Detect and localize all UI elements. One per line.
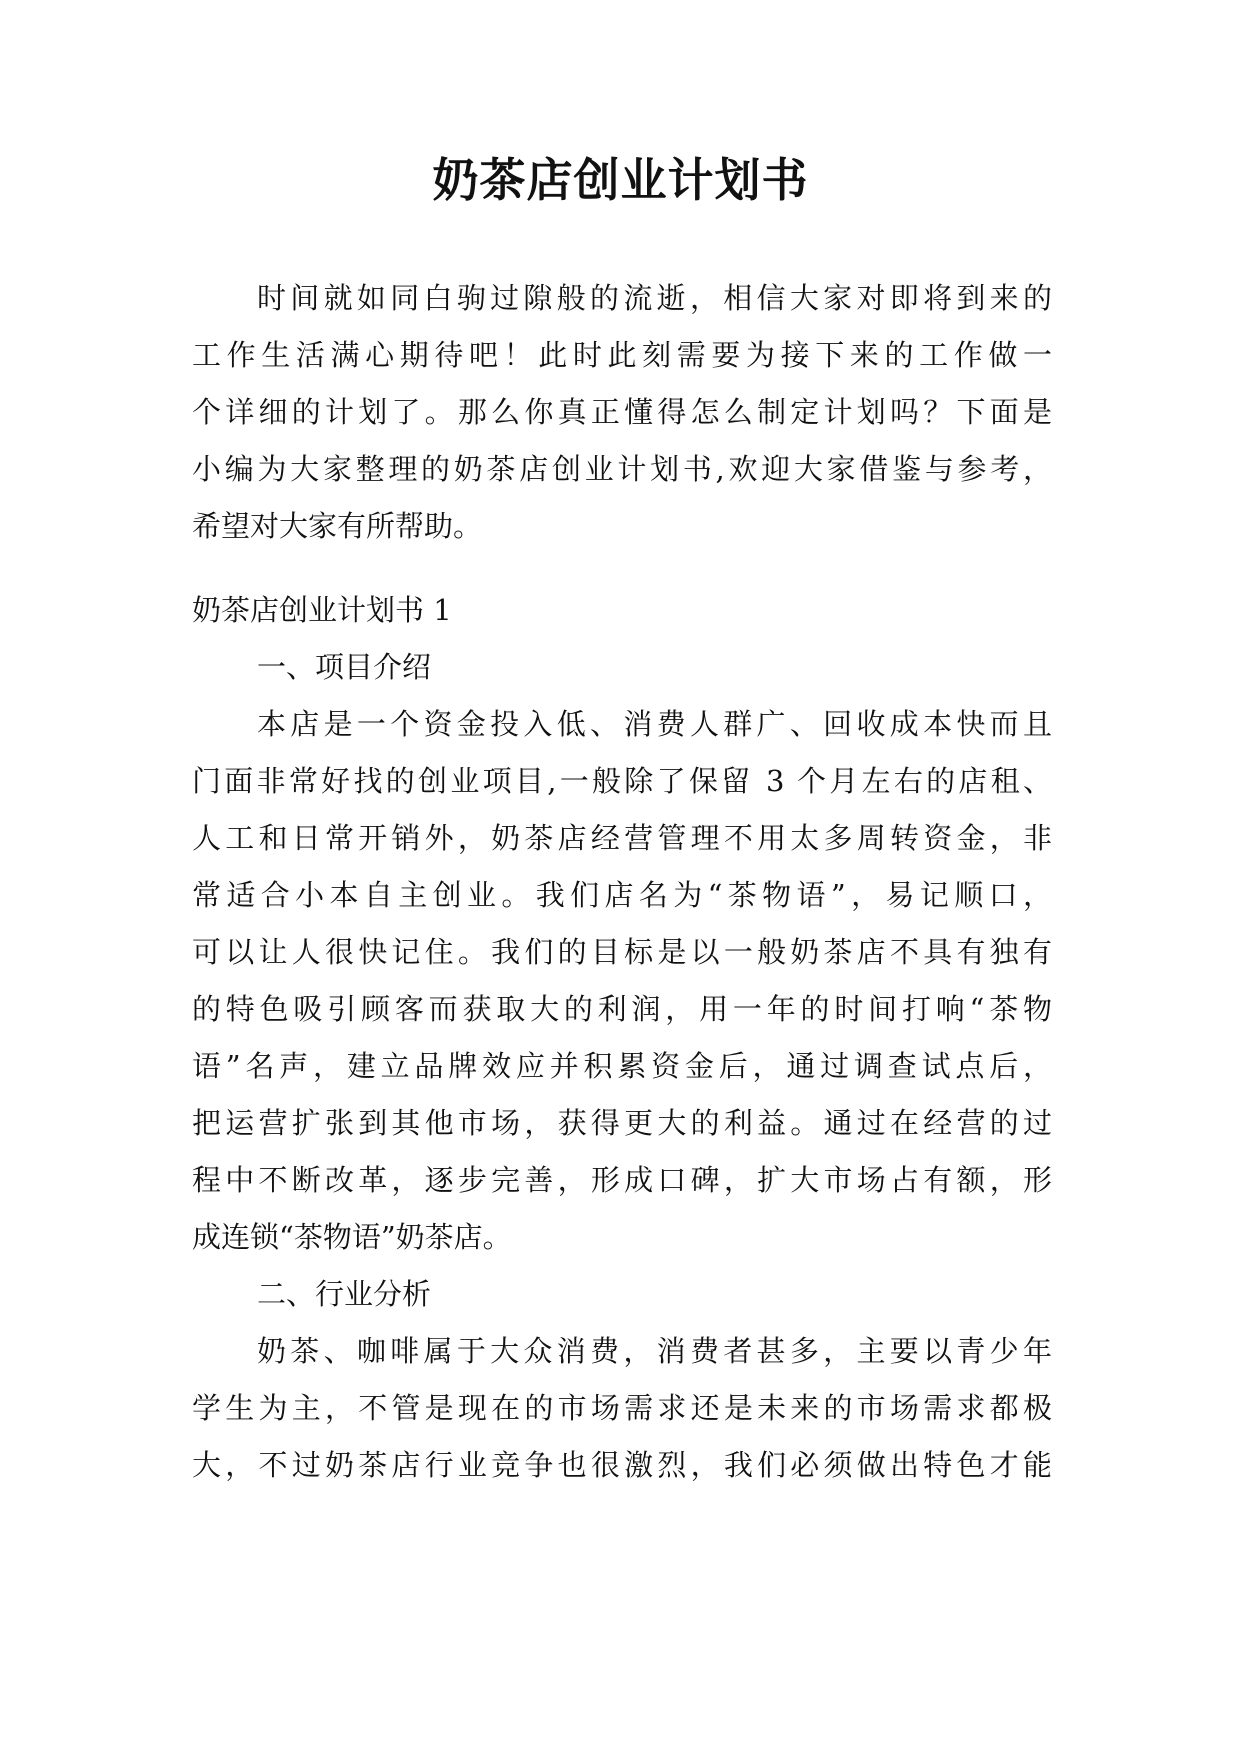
paragraph-line: 学生为主，不管是现在的市场需求还是未来的市场需求都极 (192, 1391, 1052, 1425)
paragraph-line: 语”名声，建立品牌效应并积累资金后，通过调查试点后， (192, 1049, 1052, 1083)
document-title: 奶茶店创业计划书 (432, 153, 809, 207)
paragraph-line: 时间就如同白驹过隙般的流逝，相信大家对即将到来的 (257, 281, 1052, 315)
section-heading-project-intro: 一、项目介绍 (257, 650, 432, 684)
paragraph-line: 可以让人很快记住。我们的目标是以一般奶茶店不具有独有 (192, 935, 1052, 969)
paragraph-line: 程中不断改革，逐步完善，形成口碑，扩大市场占有额，形 (192, 1163, 1052, 1197)
paragraph-line: 门面非常好找的创业项目,一般除了保留 3 个月左右的店租、 (192, 764, 1052, 798)
paragraph-line: 大，不过奶茶店行业竞争也很激烈，我们必须做出特色才能 (192, 1448, 1052, 1482)
paragraph-line: 奶茶、咖啡属于大众消费，消费者甚多，主要以青少年 (257, 1334, 1052, 1368)
paragraph-line: 人工和日常开销外，奶茶店经营管理不用太多周转资金，非 (192, 821, 1052, 855)
paragraph-line: 个详细的计划了。那么你真正懂得怎么制定计划吗？下面是 (192, 395, 1052, 429)
paragraph-line: 希望对大家有所帮助。 (192, 509, 483, 543)
paragraph-line: 本店是一个资金投入低、消费人群广、回收成本快而且 (257, 707, 1052, 741)
intro-paragraph (192, 270, 1052, 555)
paragraph-line: 的特色吸引顾客而获取大的利润，用一年的时间打响“茶物 (192, 992, 1052, 1026)
section-title: 奶茶店创业计划书 1 (192, 593, 452, 627)
paragraph-line: 把运营扩张到其他市场，获得更大的利益。通过在经营的过 (192, 1106, 1052, 1140)
paragraph-line: 工作生活满心期待吧！此时此刻需要为接下来的工作做一 (192, 338, 1052, 372)
section-heading-industry-analysis: 二、行业分析 (257, 1277, 432, 1311)
section-block (192, 582, 1052, 1494)
paragraph-line: 常适合小本自主创业。我们店名为“茶物语”，易记顺口， (192, 878, 1052, 912)
paragraph-line: 成连锁“茶物语”奶茶店。 (192, 1220, 512, 1254)
paragraph-line: 小编为大家整理的奶茶店创业计划书,欢迎大家借鉴与参考， (192, 452, 1052, 486)
